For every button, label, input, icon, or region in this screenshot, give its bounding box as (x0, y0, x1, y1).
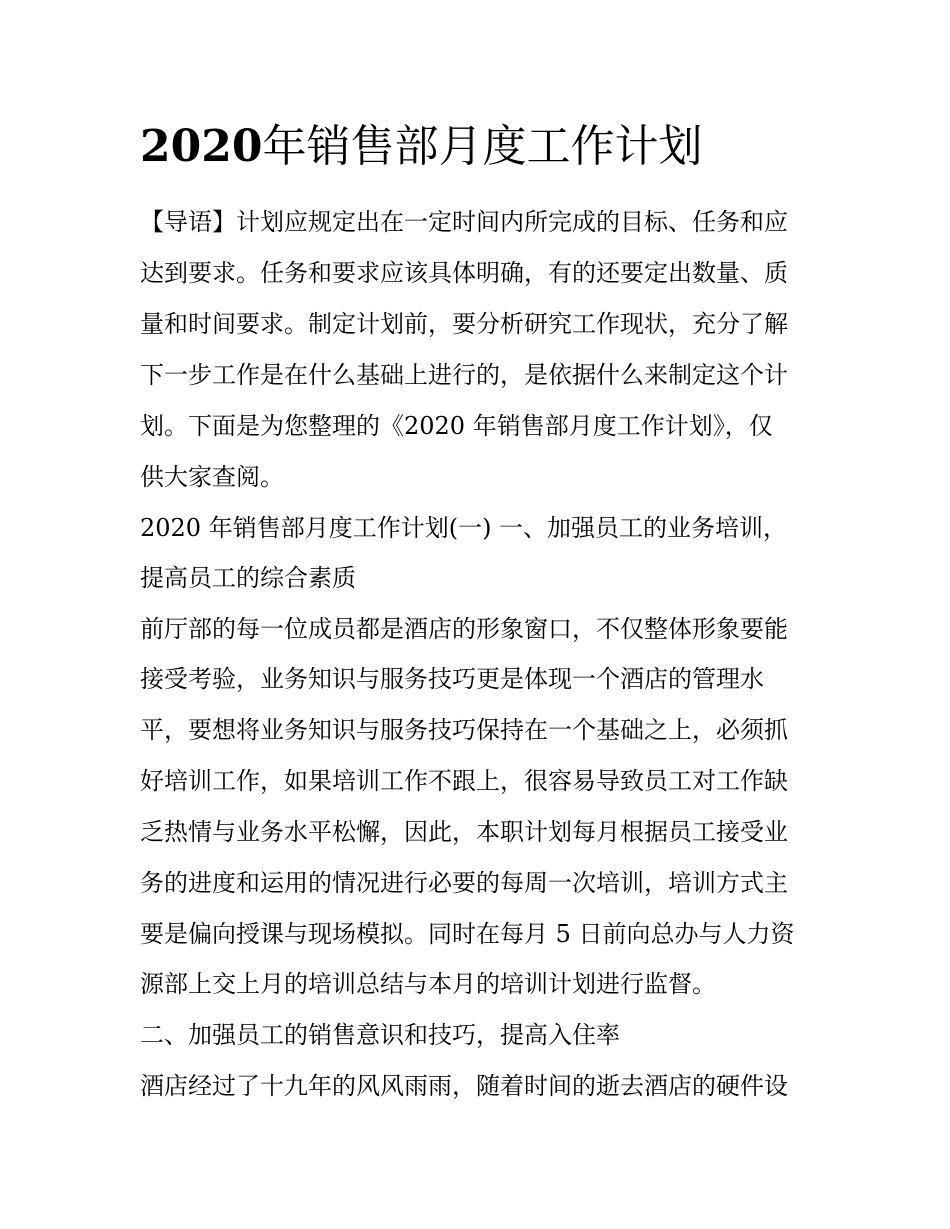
section-heading-line: 二、加强员工的销售意识和技巧，提高入住率 (140, 1021, 620, 1049)
body-line: 要是偏向授课与现场模拟。同时在每月 5 日前向总办与人力资 (140, 920, 795, 948)
title-year: 2020 (140, 121, 263, 172)
section-heading-line: 2020 年销售部月度工作计划(一) 一、加强员工的业务培训， (140, 514, 788, 542)
title-text: 年销售部月度工作计划 (262, 121, 703, 172)
body-line: 划。下面是为您整理的《2020 年销售部月度工作计划》，仅 (140, 412, 773, 440)
body-line: 供大家查阅。 (140, 463, 284, 491)
body-line: 源部上交上月的培训总结与本月的培训计划进行监督。 (140, 970, 716, 998)
document-title (140, 112, 840, 182)
body-line: 达到要求。任务和要求应该具体明确，有的还要定出数量、质 (140, 259, 788, 287)
body-line: 下一步工作是在什么基础上进行的，是依据什么来制定这个计 (140, 361, 788, 389)
body-line: 酒店经过了十九年的风风雨雨，随着时间的逝去酒店的硬件设 (140, 1072, 788, 1100)
body-line: 接受考验，业务知识与服务技巧更是体现一个酒店的管理水 (140, 665, 764, 693)
section-heading-line: 提高员工的综合素质 (140, 564, 356, 592)
body-line: 前厅部的每一位成员都是酒店的形象窗口，不仅整体形象要能 (140, 615, 788, 643)
body-line: 务的进度和运用的情况进行必要的每周一次培训，培训方式主 (140, 869, 788, 897)
body-line: 好培训工作，如果培训工作不跟上，很容易导致员工对工作缺 (140, 767, 788, 795)
body-line: 【导语】计划应规定出在一定时间内所完成的目标、任务和应 (140, 208, 788, 236)
body-line: 平，要想将业务知识与服务技巧保持在一个基础之上，必须抓 (140, 716, 788, 744)
body-line: 量和时间要求。制定计划前，要分析研究工作现状，充分了解 (140, 310, 788, 338)
body-line: 乏热情与业务水平松懈，因此，本职计划每月根据员工接受业 (140, 818, 788, 846)
